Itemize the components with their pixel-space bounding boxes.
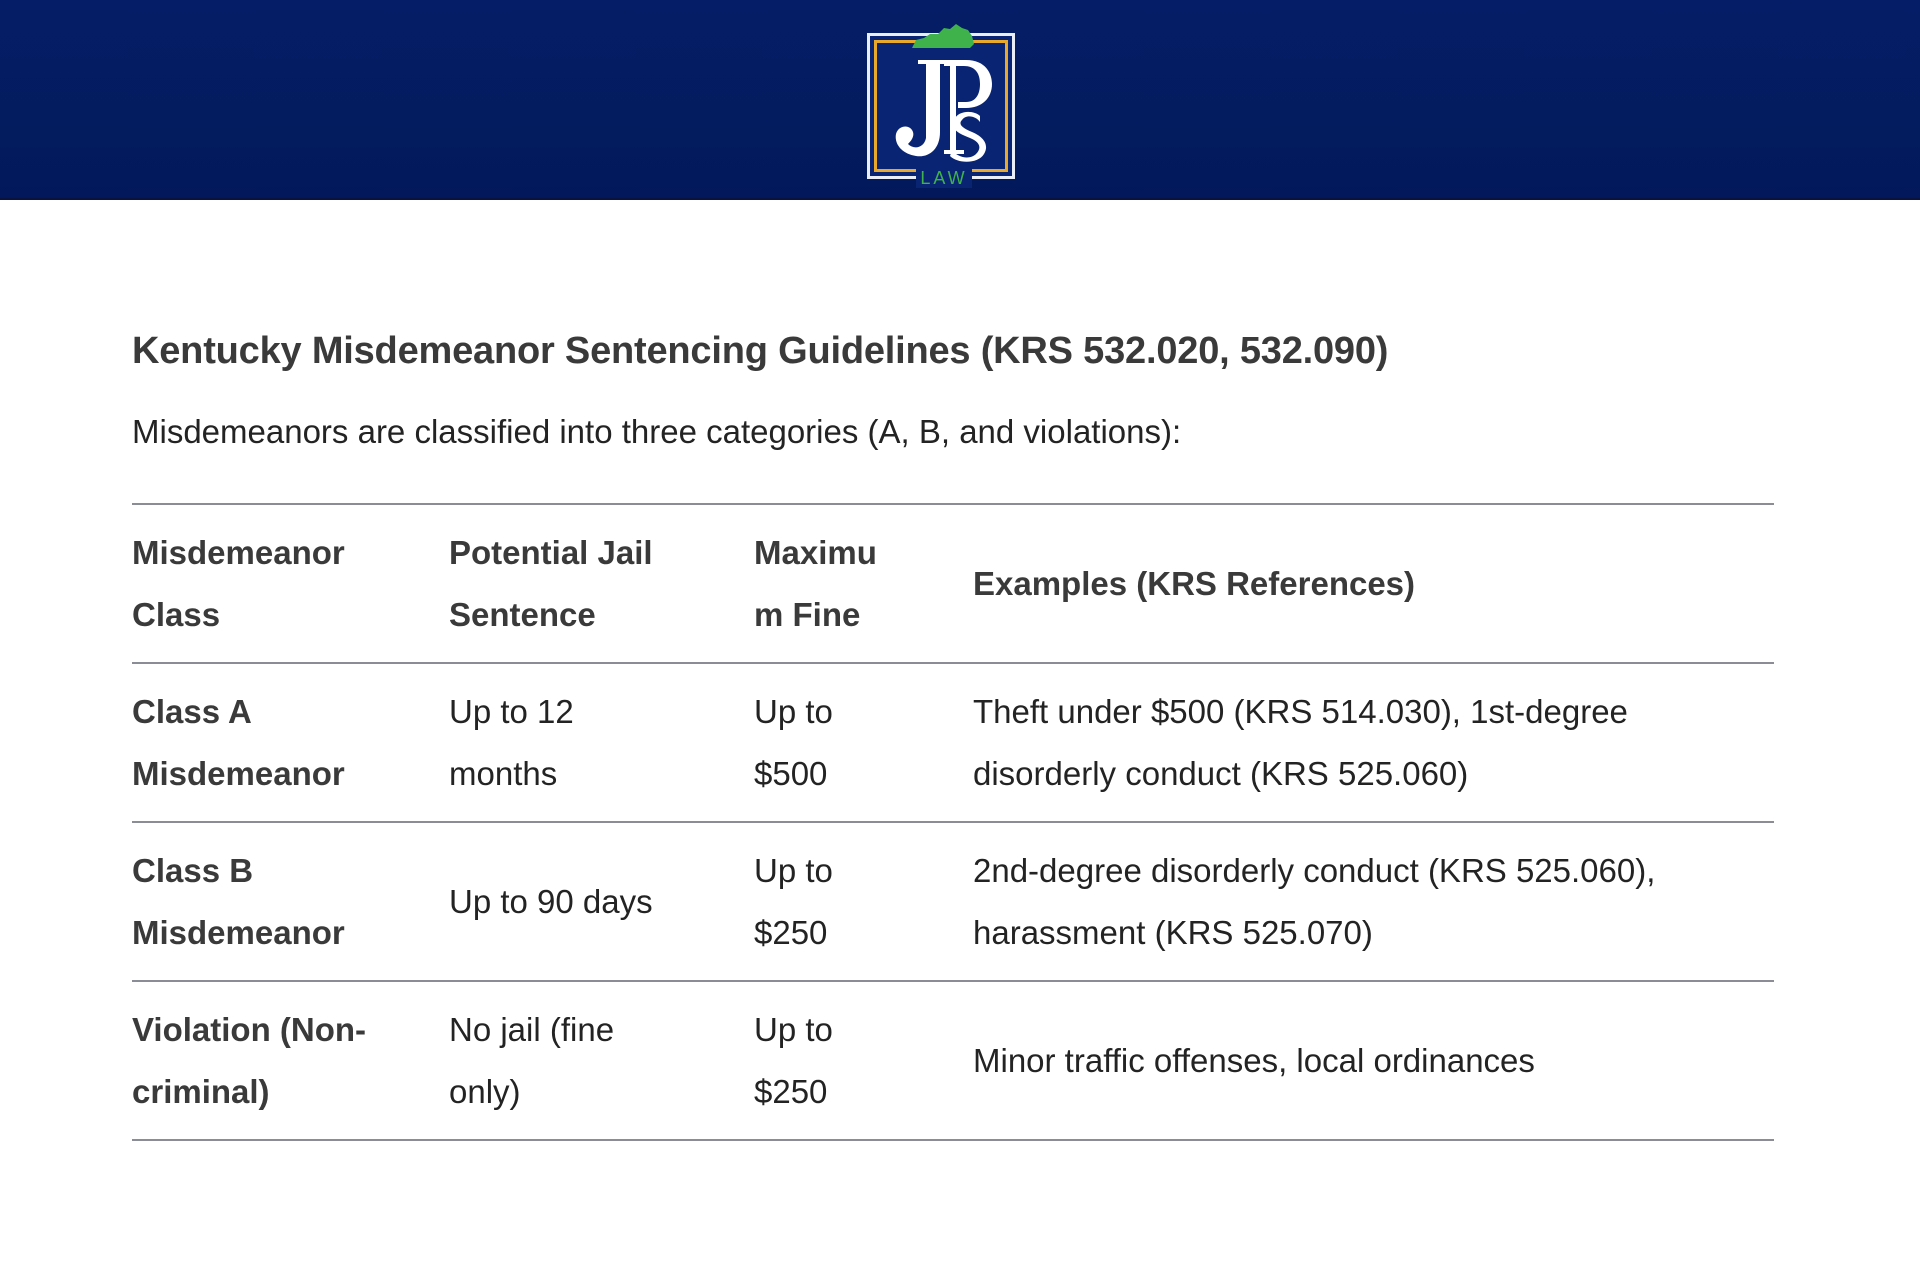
cell-jail: Up to 12 months (449, 663, 754, 822)
cell-class: Violation (Non-criminal) (132, 981, 449, 1140)
page-title: Kentucky Misdemeanor Sentencing Guidelines (KRS 532.020, 532.090) (132, 330, 1389, 372)
table-header-row (132, 504, 1774, 663)
site-header (0, 0, 1920, 200)
column-header-jail: Potential Jail Sentence (449, 504, 754, 663)
cell-fine: Up to $500 (754, 663, 973, 822)
article-content (132, 320, 1774, 460)
cell-examples: Theft under $500 (KRS 514.030), 1st-degree disorderly conduct (KRS 525.060) (973, 663, 1774, 822)
logo-law-text: LAW (916, 168, 972, 188)
table-row (132, 822, 1774, 981)
cell-fine: Up to $250 (754, 981, 973, 1140)
column-header-examples: Examples (KRS References) (973, 504, 1774, 663)
intro-paragraph: Misdemeanors are classified into three categories (A, B, and violations): (132, 413, 1182, 450)
cell-class: Class B Misdemeanor (132, 822, 449, 981)
cell-jail: No jail (fine only) (449, 981, 754, 1140)
table-row (132, 981, 1774, 1140)
cell-examples: Minor traffic offenses, local ordinances (973, 981, 1774, 1140)
column-header-class: Misdemeanor Class (132, 504, 449, 663)
kentucky-state-icon (910, 22, 976, 50)
cell-jail: Up to 90 days (449, 822, 754, 981)
column-header-fine: Maximum Fine (754, 504, 973, 663)
jps-law-logo[interactable] (867, 33, 1015, 188)
cell-class: Class A Misdemeanor (132, 663, 449, 822)
sentencing-table (132, 503, 1774, 1141)
jps-monogram-icon (888, 50, 998, 168)
cell-fine: Up to $250 (754, 822, 973, 981)
table-row (132, 663, 1774, 822)
cell-examples: 2nd-degree disorderly conduct (KRS 525.060), harassment (KRS 525.070) (973, 822, 1774, 981)
